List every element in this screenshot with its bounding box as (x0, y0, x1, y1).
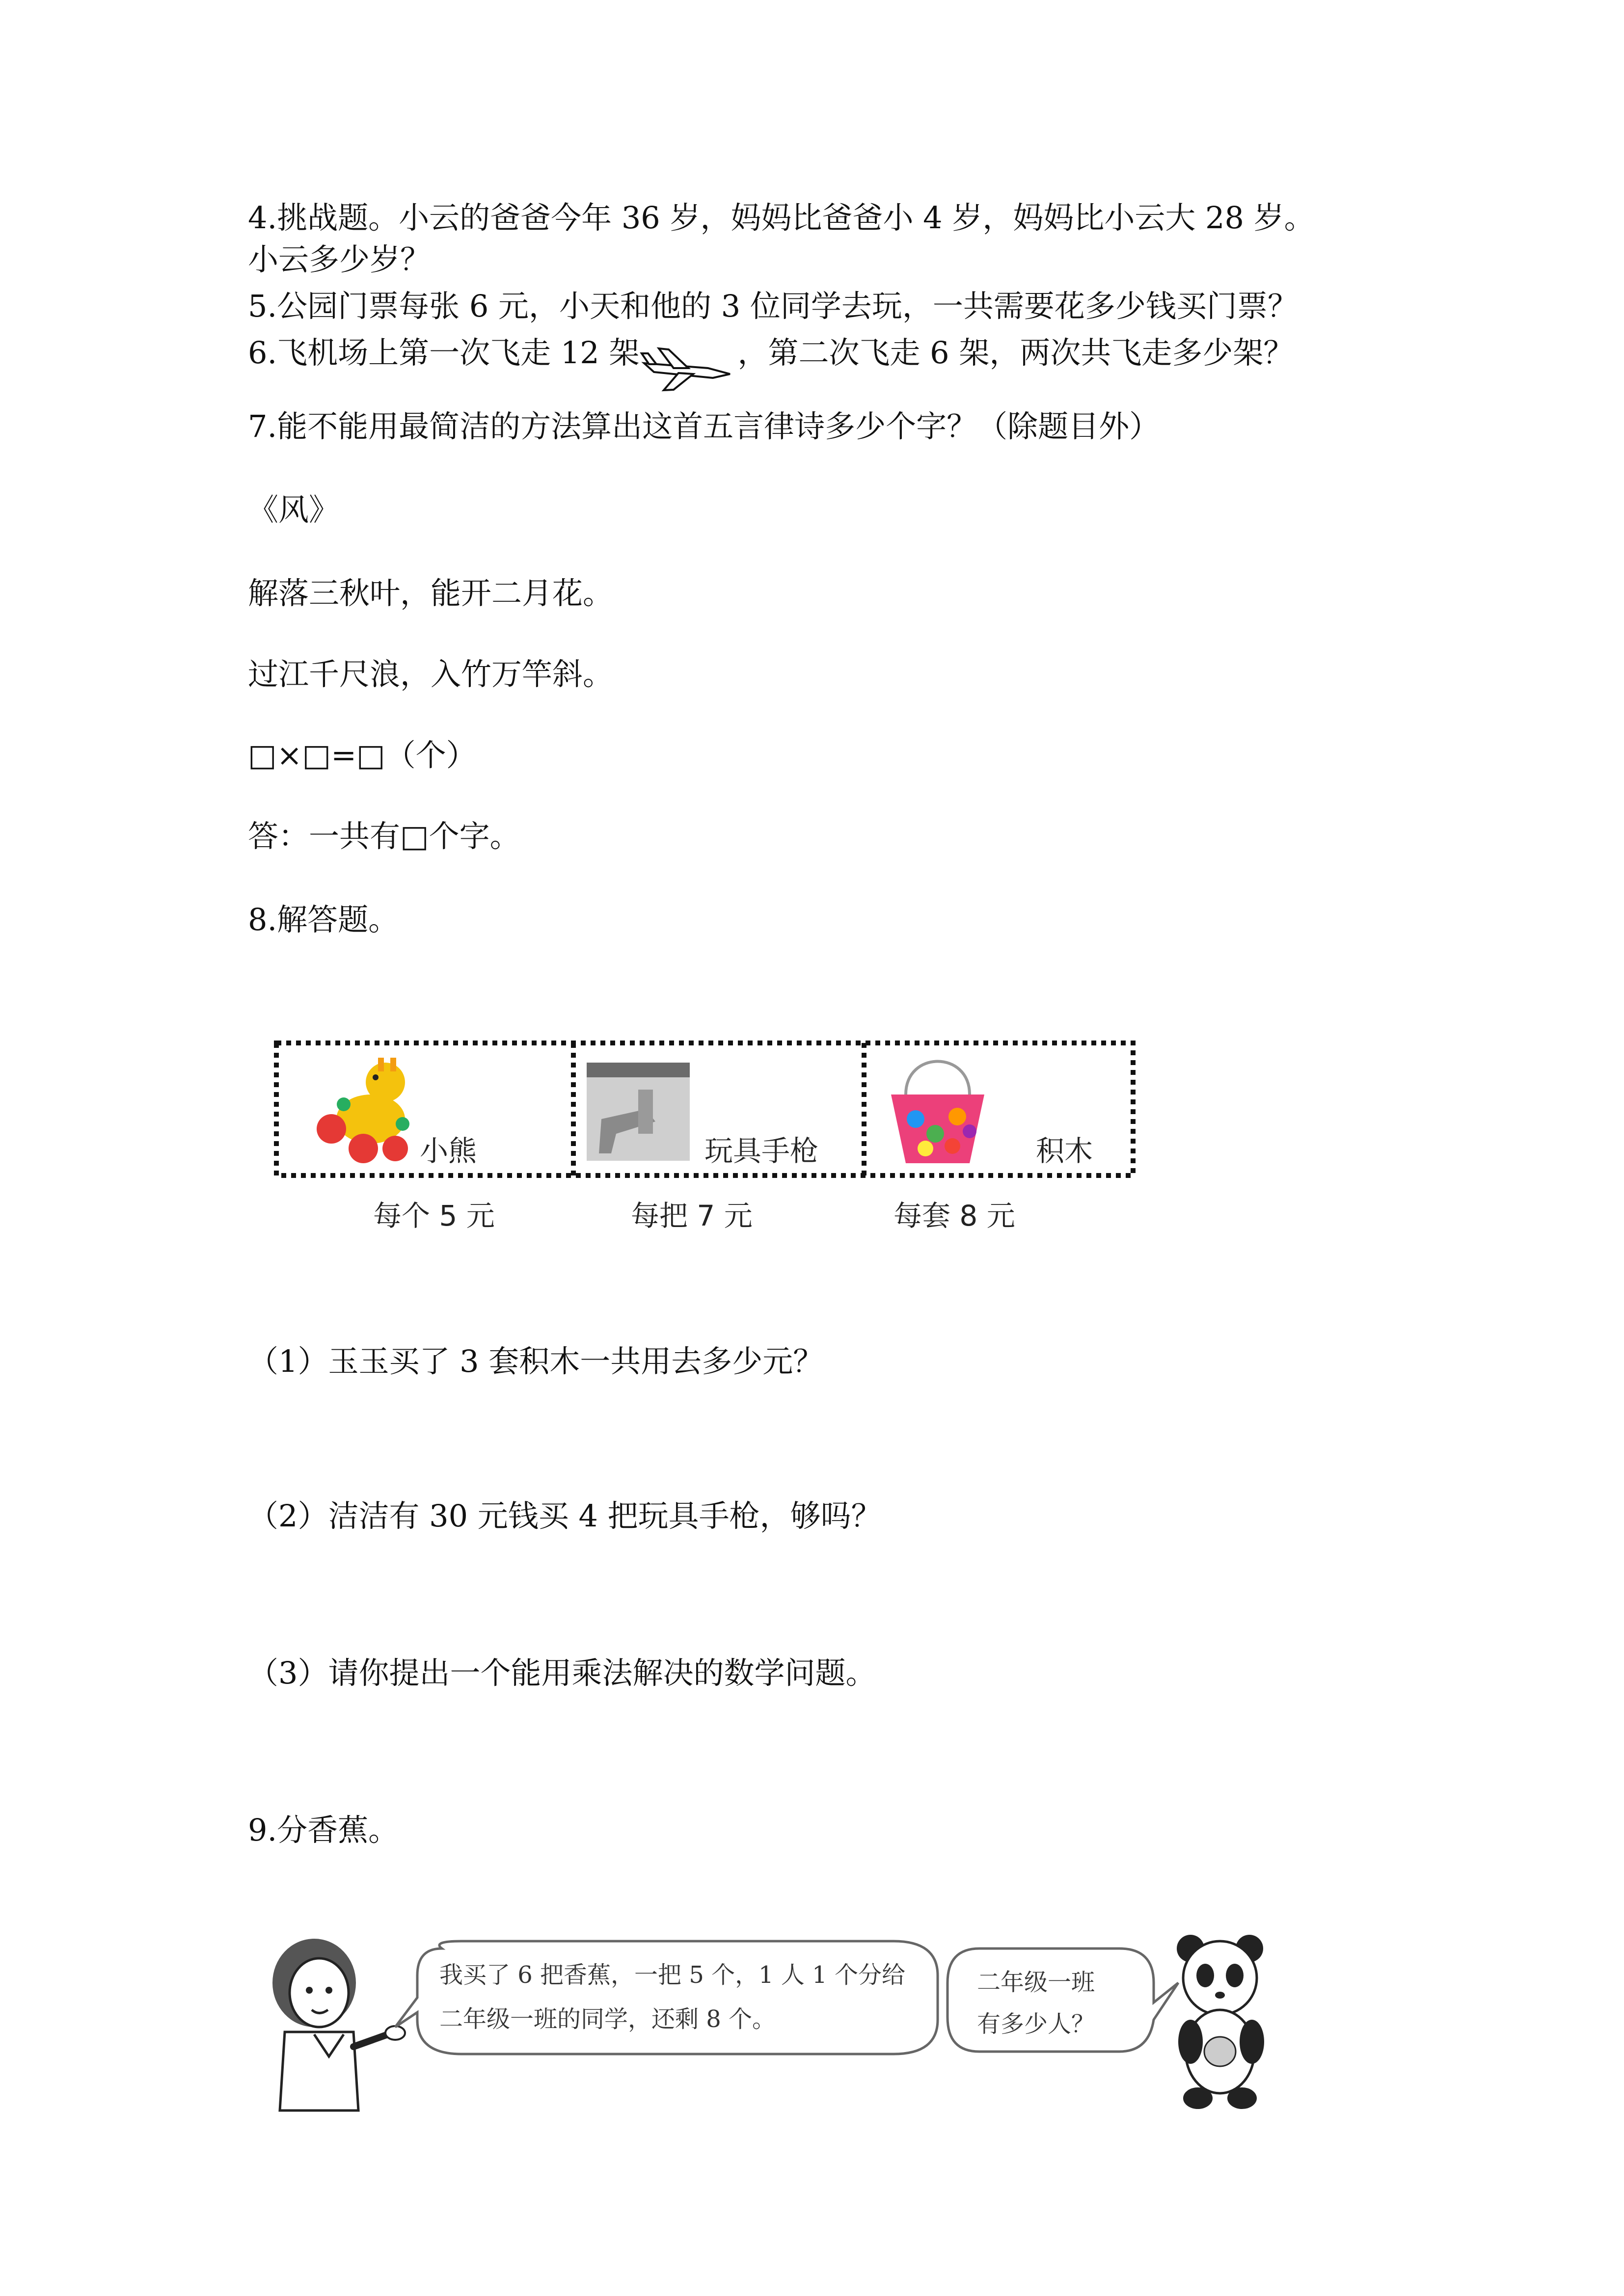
toy-3-name: 积木 (1036, 1134, 1093, 1168)
bubble-right-line-1: 二年级一班 (977, 1969, 1095, 1996)
question-8: 8.解答题。 (248, 902, 399, 937)
speech-bubble-left (395, 1941, 938, 2054)
question-6 (248, 329, 1294, 372)
girl-icon (272, 1939, 405, 2110)
question-9: 9.分香蕉。 (248, 1812, 399, 1848)
question-8-sub-3: （3）请你提出一个能用乘法解决的数学问题。 (248, 1655, 876, 1691)
question-8-sub-2: （2）洁洁有 30 元钱买 4 把玩具手枪，够吗？ (248, 1498, 882, 1534)
toy-1-price: 每个 5 元 (373, 1199, 495, 1232)
formula-blank: □×□=□（个） (248, 737, 477, 773)
bubble-left-line-1: 我买了 6 把香蕉，一把 5 个，1 人 1 个分给 (439, 1961, 905, 1989)
toy-gun-icon (587, 1063, 690, 1161)
speech-bubble-right (947, 1949, 1178, 2052)
question-7: 7.能不能用最简洁的方法算出这首五言律诗多少个字？（除题目外） (248, 408, 1160, 444)
poem-line-2: 过江千尺浪，入竹万竿斜。 (248, 656, 614, 692)
question-6-part-1: 6.飞机场上第一次飞走 12 架 (248, 335, 640, 371)
question-6-part-2: ，第二次飞走 6 架，两次共飞走多少架？ (737, 335, 1294, 371)
poem-line-1: 解落三秋叶，能开二月花。 (248, 575, 614, 611)
panda-icon (1177, 1935, 1264, 2109)
toy-2-price: 每把 7 元 (631, 1199, 753, 1232)
airplane-icon (639, 329, 737, 363)
toy-2-name: 玩具手枪 (704, 1134, 819, 1168)
toy-3-price: 每套 8 元 (893, 1199, 1015, 1232)
question-8-sub-1: （1）玉玉买了 3 套积木一共用去多少元？ (248, 1343, 824, 1379)
building-blocks-icon (891, 1062, 984, 1164)
bubble-right-line-2: 有多少人？ (977, 2010, 1095, 2038)
toy-1-name: 小熊 (420, 1134, 477, 1168)
question-4-line-1: 4.挑战题。小云的爸爸今年 36 岁，妈妈比爸爸小 4 岁，妈妈比小云大 28 岁。 (248, 200, 1315, 236)
poem-title: 《风》 (248, 492, 340, 528)
question-5: 5.公园门票每张 6 元，小天和他的 3 位同学去玩，一共需要花多少钱买门票？ (248, 288, 1298, 324)
answer-blank: 答：一共有□个字。 (248, 818, 520, 854)
bubble-left-line-2: 二年级一班的同学，还剩 8 个。 (439, 2005, 776, 2033)
toy-figure (272, 1036, 1137, 1183)
toy-horse-icon (317, 1058, 409, 1163)
banana-illustration (255, 1929, 1286, 2115)
question-4-line-2: 小云多少岁？ (248, 241, 431, 277)
